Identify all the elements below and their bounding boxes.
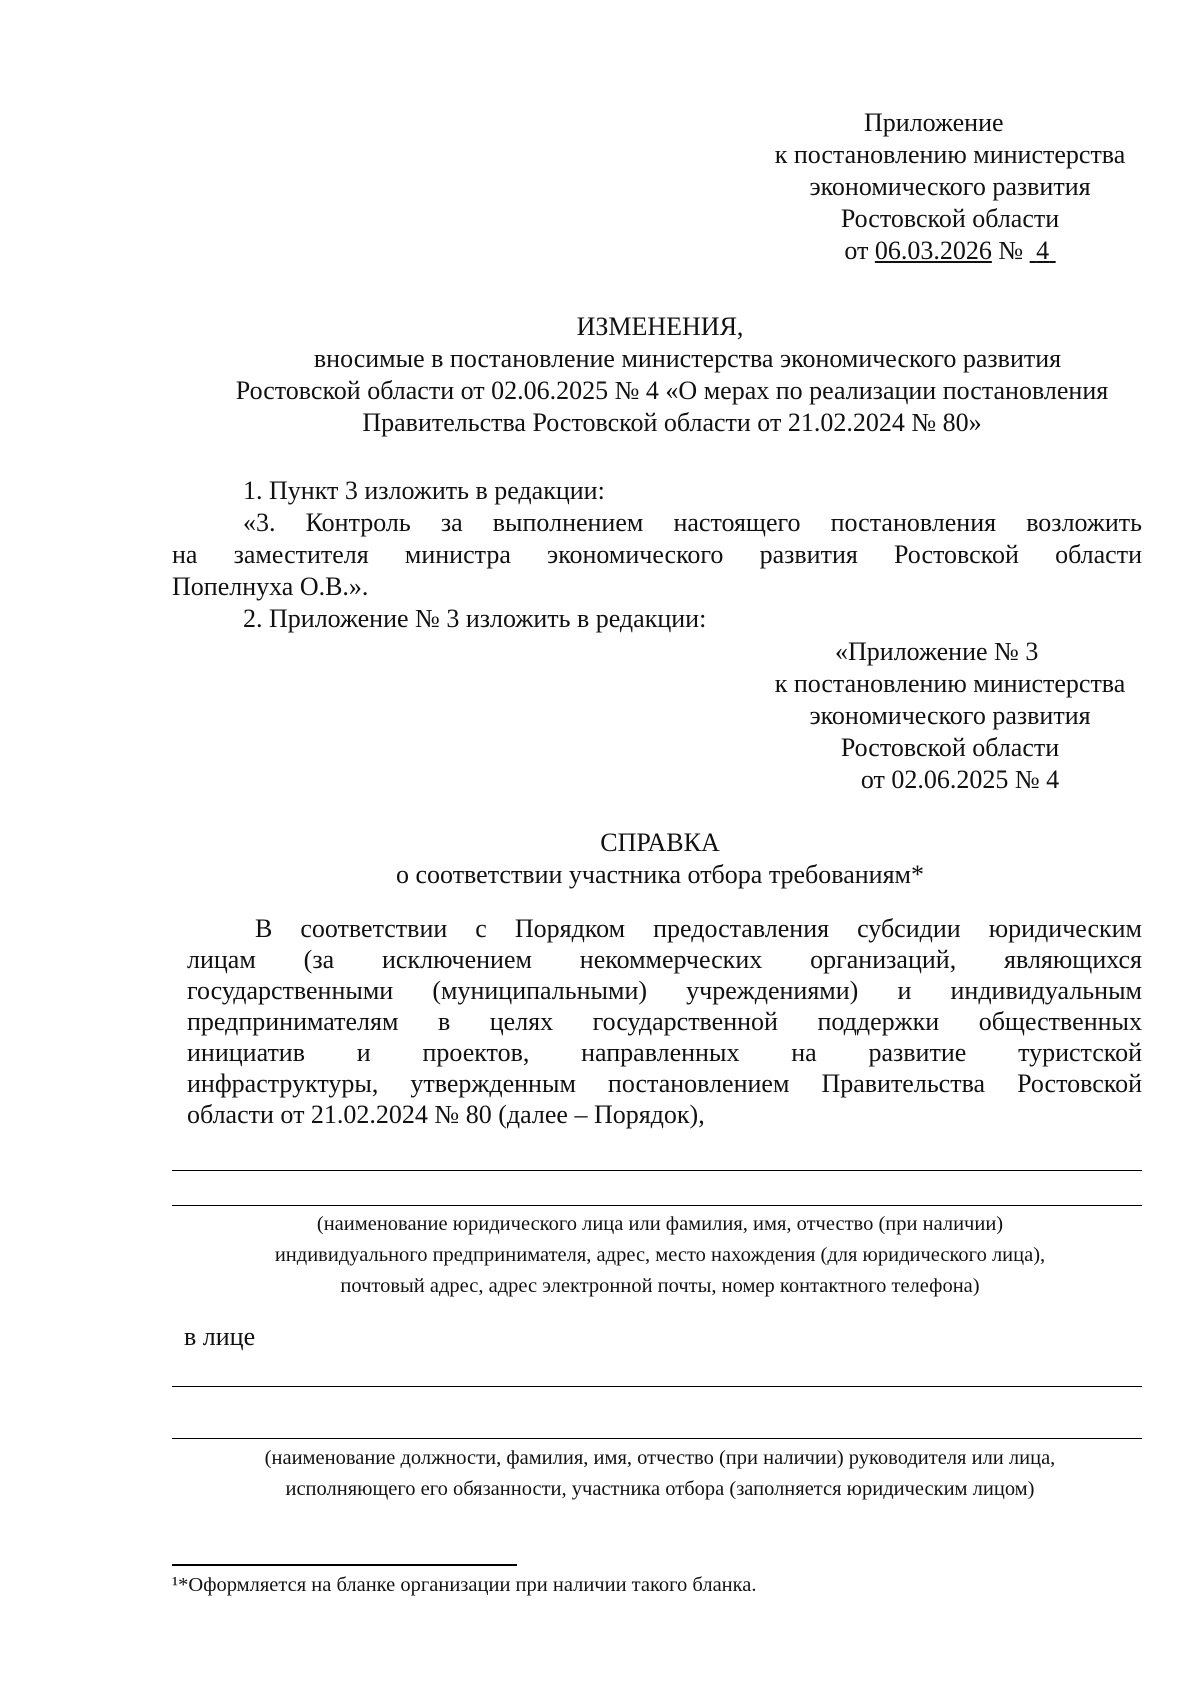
represented-by-label: в лице	[184, 1322, 256, 1351]
appendix-header	[735, 107, 1165, 267]
number-value-text: 4	[1036, 236, 1050, 265]
appendix-header-line1: Приложение	[864, 108, 1004, 137]
certificate-para-line2: лицам (за исключением некоммерческих организаций, являющихся	[187, 945, 1142, 974]
item-1-text-line2: на заместителя министра экономического развития Ростовской области	[172, 540, 1142, 569]
number-sign: №	[998, 236, 1024, 265]
field1-line-1[interactable]	[172, 1170, 1142, 1171]
item-1-text-line1: «3. Контроль за выполнением настоящего постановления возложить	[243, 508, 1142, 537]
field2-hint	[160, 1443, 1160, 1505]
field1-hint	[160, 1209, 1160, 1302]
changes-subtitle	[160, 343, 1160, 439]
certificate-para-line7: области от 21.02.2024 № 80 (далее – Порядок),	[187, 1100, 705, 1129]
field1-line-2[interactable]	[172, 1205, 1142, 1206]
item-2: 2. Приложение № 3 изложить в редакции:	[243, 604, 707, 633]
changes-title: ИЗМЕНЕНИЯ,	[576, 312, 744, 341]
footnote: ¹*Оформляется на бланке организации при наличии такого бланка.	[172, 1574, 757, 1596]
appendix-header-line2: к постановлению министерства	[774, 140, 1126, 169]
item-1: 1. Пункт 3 изложить в редакции:	[243, 476, 605, 505]
field1-hint-line3: почтовый адрес, адрес электронной почты, номер контактного телефона)	[340, 1275, 980, 1297]
certificate-para-line6: инфраструктуры, утвержденным постановлением Правительства Ростовской	[187, 1069, 1142, 1098]
field2-line-1[interactable]	[172, 1386, 1142, 1387]
changes-subtitle-line3: Правительства Ростовской области от 21.02.2024 № 80»	[362, 408, 982, 437]
certificate-para-line3: государственными (муниципальными) учреждениями) и индивидуальным	[187, 976, 1142, 1005]
number-value	[1030, 236, 1056, 265]
certificate-para-line5: инициатив и проектов, направленных на развитие туристской	[187, 1038, 1142, 1067]
appendix-header-line3: экономического развития	[809, 172, 1091, 201]
appendix3-header-line3: экономического развития	[809, 701, 1091, 730]
appendix3-header	[735, 636, 1165, 796]
appendix3-header-line1: «Приложение № 3	[835, 637, 1039, 666]
appendix3-header-line2: к постановлению министерства	[774, 669, 1126, 698]
field2-hint-line2: исполняющего его обязанности, участника отбора (заполняется юридическим лицом)	[285, 1478, 1035, 1500]
appendix3-header-line5: от 02.06.2025 № 4	[860, 765, 1060, 794]
field1-hint-line2: индивидуального предпринимателя, адрес, место нахождения (для юридического лица),	[274, 1244, 1046, 1266]
appendix-header-line4: Ростовской области	[840, 204, 1060, 233]
field1-hint-line1: (наименование юридического лица или фамилия, имя, отчество (при наличии)	[316, 1213, 1004, 1235]
appendix-header-date-line	[735, 235, 1165, 267]
certificate-para-line1: В соответствии с Порядком предоставления субсидии юридическим	[255, 914, 1142, 943]
date-value: 06.03.2026	[874, 236, 992, 265]
certificate-subtitle: о соответствии участника отбора требованиям*	[396, 860, 924, 889]
date-prefix: от	[844, 236, 869, 265]
certificate-title: СПРАВКА	[600, 828, 720, 857]
footnote-separator	[172, 1564, 517, 1566]
item-1-text-line3: Попелнуха О.В.».	[172, 572, 369, 601]
changes-subtitle-line1: вносимые в постановление министерства экономического развития	[313, 344, 1062, 373]
certificate-para-line4: предпринимателям в целях государственной поддержки общественных	[187, 1007, 1142, 1036]
appendix3-header-line4: Ростовской области	[840, 733, 1060, 762]
field2-hint-line1: (наименование должности, фамилия, имя, отчество (при наличии) руководителя или лица,	[264, 1447, 1056, 1469]
changes-subtitle-line2: Ростовской области от 02.06.2025 № 4 «О мерах по реализации постановления	[235, 376, 1109, 405]
field2-line-2[interactable]	[172, 1438, 1142, 1439]
certificate-paragraph	[187, 913, 1142, 1130]
